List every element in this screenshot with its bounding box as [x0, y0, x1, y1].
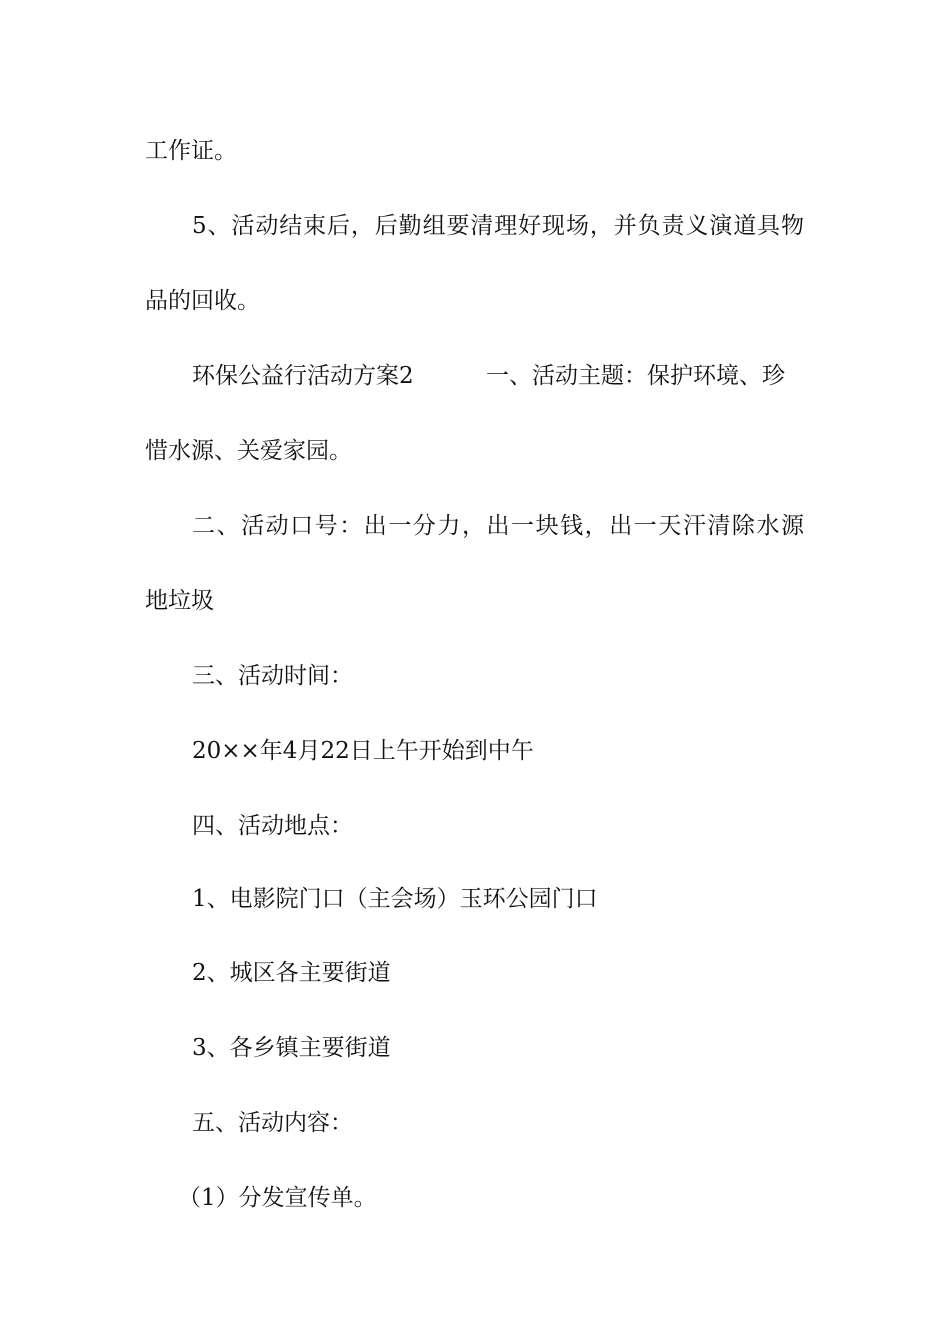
- text-line: 二、活动口号：出一分力，出一块钱，出一天汗清除水源: [192, 513, 804, 539]
- text-line: 20××年4月22日上午开始到中午: [192, 738, 534, 764]
- text-line: 三、活动时间：: [192, 663, 353, 689]
- text-line: 5、活动结束后，后勤组要清理好现场，并负责义演道具物: [192, 213, 804, 239]
- section-heading: 环保公益行活动方案2: [192, 363, 414, 389]
- text-line: 1、电影院门口（主会场）玉环公园门口: [192, 886, 598, 912]
- text-line: 四、活动地点：: [192, 813, 353, 839]
- text-line: 2、城区各主要街道: [192, 960, 391, 986]
- text-line: 地垃圾: [145, 588, 214, 614]
- text-line: 工作证。: [145, 138, 237, 164]
- text-line: 惜水源、关爱家园。: [145, 438, 352, 464]
- text-line: [192, 361, 414, 391]
- text-line: 五、活动内容：: [192, 1110, 353, 1136]
- text-line: 品的回收。: [145, 288, 260, 314]
- text-line: （1）分发宣传单。: [178, 1185, 377, 1211]
- text-line: 一、活动主题：保护环境、珍: [486, 363, 785, 389]
- text-line: 3、各乡镇主要街道: [192, 1035, 391, 1061]
